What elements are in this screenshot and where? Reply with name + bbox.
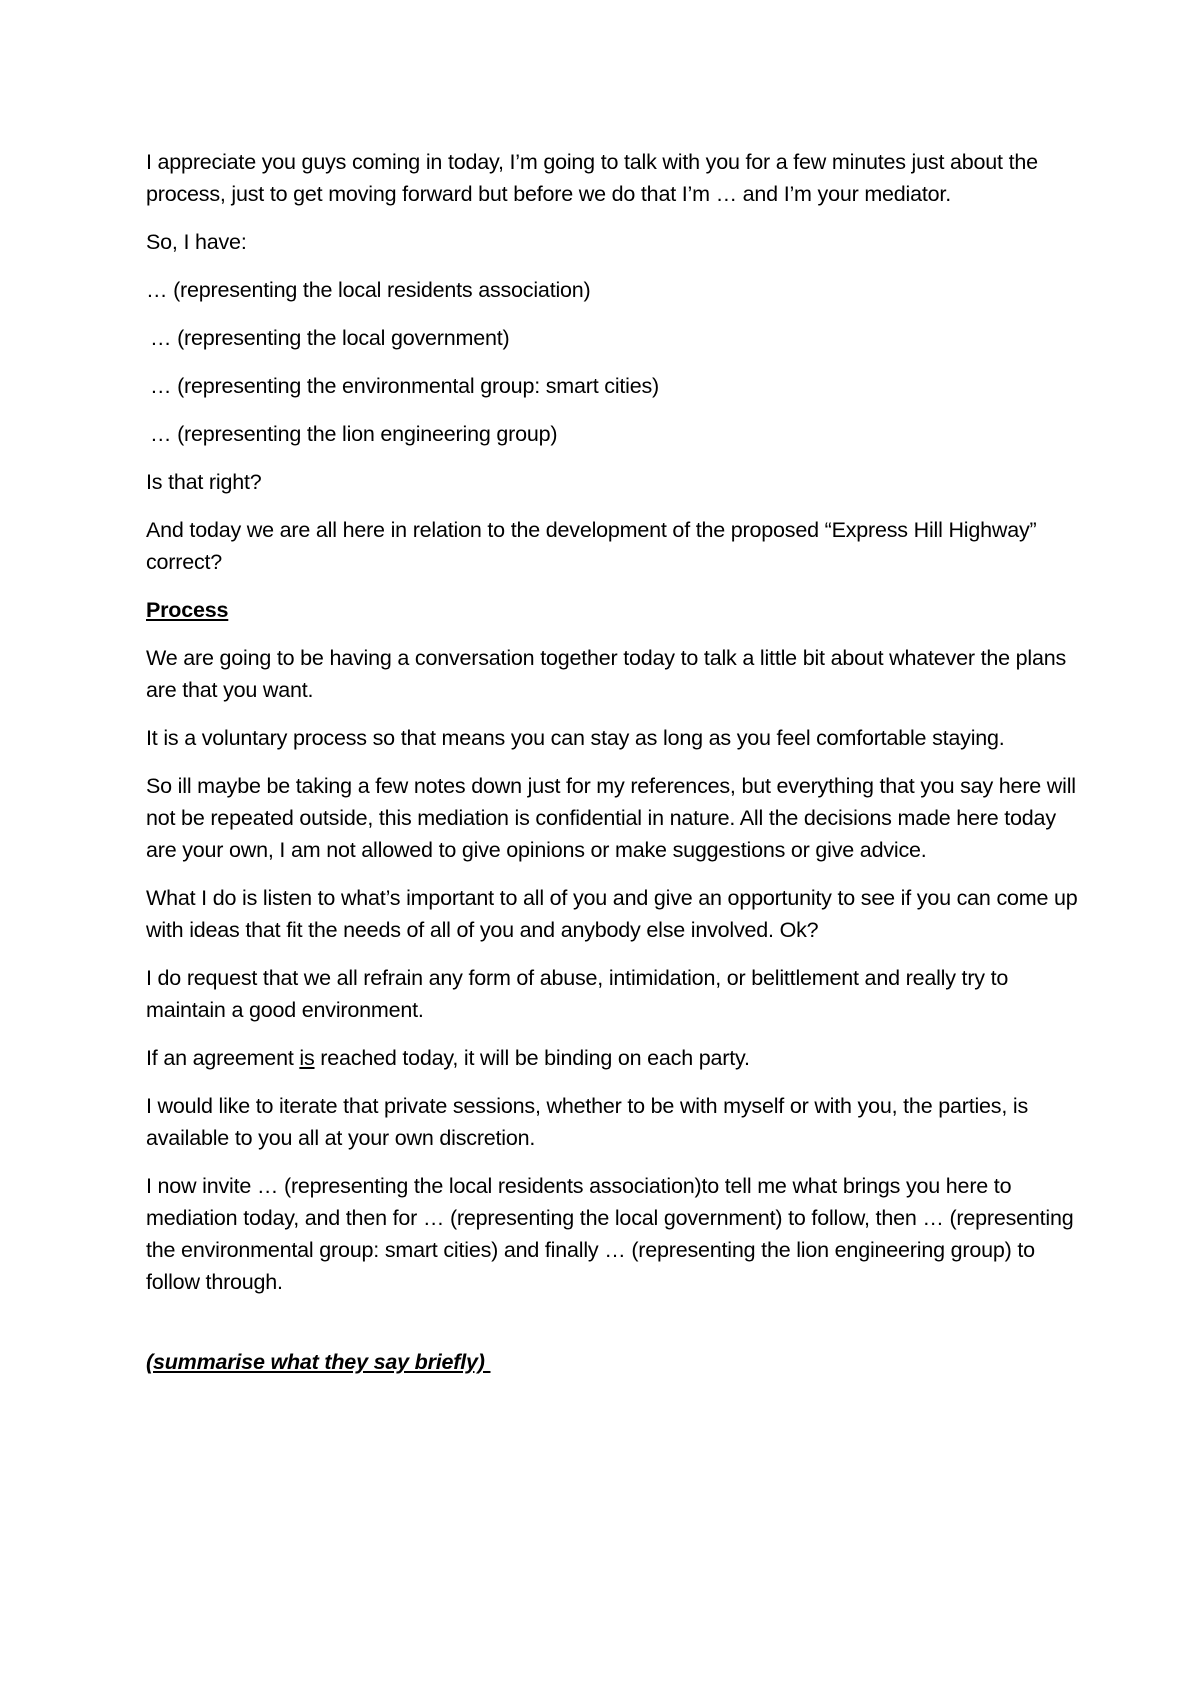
process-heading: Process	[146, 598, 229, 622]
process-paragraph: It is a voluntary process so that means you can stay as long as you feel comfortable staying.	[146, 726, 1005, 750]
agreement-underlined-word: is	[299, 1046, 315, 1070]
agreement-paragraph	[146, 1042, 1086, 1074]
party-line-engineering: … (representing the lion engineering group)	[150, 422, 558, 446]
is-that-right-line: Is that right?	[146, 470, 262, 494]
closing-note: (summarise what they say briefly)	[146, 1350, 491, 1374]
private-sessions-paragraph: I would like to iterate that private sessions, whether to be with myself or with you, the parties, is available to you all at your own discretion.	[146, 1094, 1029, 1150]
process-paragraph: I do request that we all refrain any form of abuse, intimidation, or belittlement and really try to maintain a good environment.	[146, 966, 1009, 1022]
process-paragraph: So ill maybe be taking a few notes down just for my references, but everything that you say here will not be repeated outside, this mediation is confidential in nature. All the decisions made here today are your own, I am not allowed to give opinions or make suggestions or give advice.	[146, 774, 1076, 862]
invite-paragraph: I now invite … (representing the local residents association)to tell me what brings you here to mediation today, and then for … (representing the local government) to follow, then … (representing the environmental group: smart cities) and finally … (representing the lion engineering group) to follow through.	[146, 1174, 1074, 1294]
process-paragraph: We are going to be having a conversation together today to talk a little bit about whatever the plans are that you want.	[146, 646, 1067, 702]
so-i-have-line: So, I have:	[146, 230, 247, 254]
agreement-text-before: If an agreement	[146, 1046, 300, 1070]
party-line-government: … (representing the local government)	[150, 326, 510, 350]
relation-paragraph: And today we are all here in relation to the development of the proposed “Express Hill Highway” correct?	[146, 518, 1037, 574]
party-line-residents: … (representing the local residents association)	[146, 278, 591, 302]
party-line-environmental: … (representing the environmental group: smart cities)	[150, 374, 660, 398]
intro-paragraph: I appreciate you guys coming in today, I’m going to talk with you for a few minutes just about the process, just to get moving forward but before we do that I’m … and I’m your mediator.	[146, 150, 1038, 206]
document-page	[146, 146, 1086, 1394]
process-paragraph: What I do is listen to what’s important to all of you and give an opportunity to see if you can come up with ideas that fit the needs of all of you and anybody else involved. Ok?	[146, 886, 1078, 942]
agreement-text-after: reached today, it will be binding on each party.	[314, 1046, 750, 1070]
